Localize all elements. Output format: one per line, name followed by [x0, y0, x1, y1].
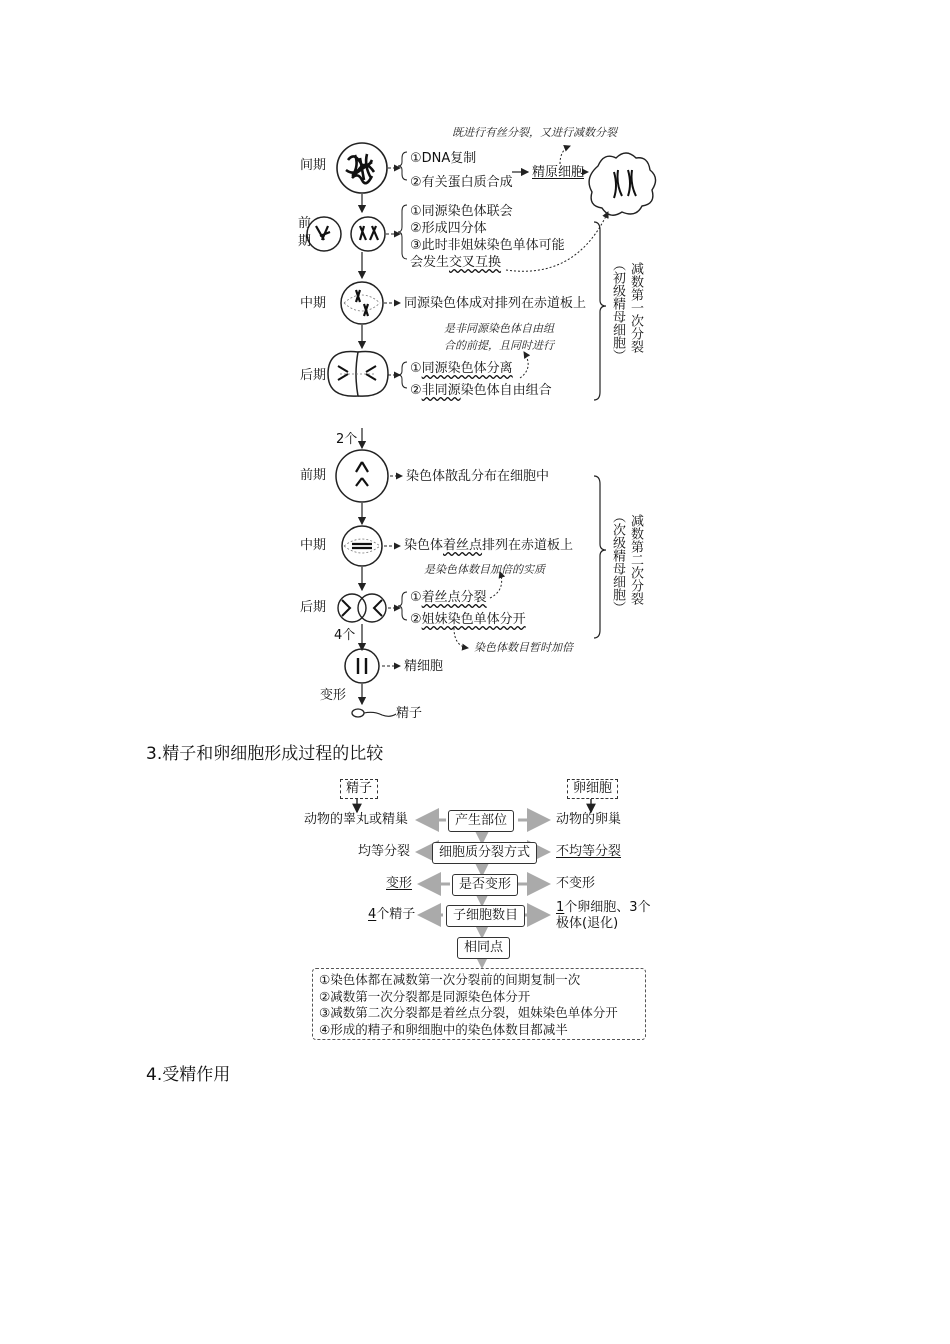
metaphase2-cell	[342, 526, 382, 566]
row-transform-right: 不变形	[556, 876, 596, 891]
prophase1-item-crossover: ③此时非姐妹染色单体可能	[410, 238, 565, 253]
stage-anaphase1-label: 后期	[300, 368, 327, 383]
egg-top-box: 卵细胞	[567, 779, 618, 799]
stage-anaphase2-label: 后期	[300, 600, 327, 615]
prophase2-cell	[336, 450, 388, 502]
spermatogonium-label: 精原细胞	[532, 165, 585, 180]
stage-metaphase1-label: 中期	[300, 296, 327, 311]
anaphase2-cell	[338, 594, 386, 622]
meiosis2-brace-label: 减数第二次分裂	[628, 514, 643, 605]
meiosis1-brace-label: 减数第一次分裂	[628, 262, 643, 353]
note-anaphase2: 染色体数目暂时加倍	[474, 641, 573, 654]
prophase1-item-synapsis: ①同源染色体联会	[410, 204, 513, 219]
anaphase1-cell	[328, 351, 388, 396]
meiosis1-brace-sublabel: （初级精母细胞）	[610, 258, 625, 362]
meiosis2-brace-sublabel: （次级精母细胞）	[610, 510, 625, 614]
metaphase1-cell	[341, 282, 383, 324]
same-point-item: ②减数第一次分裂都是同源染色体分开	[319, 988, 531, 1004]
row-count-right-line2: 极体(退化)	[556, 916, 619, 931]
note-anaphase1-line2: 合的前提，且同时进行	[444, 339, 554, 352]
row-count-left: 4个精子	[368, 907, 416, 922]
spermatid-cell	[345, 649, 379, 683]
section4-heading: 4.受精作用	[146, 1065, 231, 1085]
row-count-center-box: 子细胞数目	[446, 905, 525, 927]
spermatogonium-cell	[589, 153, 655, 215]
row-division-left: 均等分裂	[358, 844, 411, 859]
count-two-label: 2个	[336, 432, 358, 447]
interphase-cell	[337, 143, 387, 193]
interphase-item-protein: ②有关蛋白质合成	[410, 175, 513, 190]
note-mitosis-meiosis: 既进行有丝分裂，又进行减数分裂	[452, 126, 617, 139]
sperm-shape	[352, 709, 396, 717]
same-point-item: ①染色体都在减数第一次分裂前的间期复制一次	[319, 972, 581, 987]
note-anaphase1-line1: 是非同源染色体自由组	[444, 322, 554, 335]
same-point-item: ③减数第二次分裂都是着丝点分裂，姐妹染色单体分开	[319, 1005, 618, 1020]
stage-prophase1-label-b: 期	[298, 234, 312, 249]
section3-heading: 3.精子和卵细胞形成过程的比较	[146, 744, 384, 764]
anaphase1-item-separation: ①同源染色体分离	[410, 361, 513, 376]
stage-prophase2-label: 前期	[300, 468, 327, 483]
stage-interphase-label: 间期	[300, 158, 327, 173]
row-transform-left: 变形	[386, 876, 413, 891]
row-location-left: 动物的睾丸或精巢	[304, 812, 409, 827]
prophase1-item-crossover-cont: 会发生交叉互换	[410, 255, 502, 270]
metaphase1-text: 同源染色体成对排列在赤道板上	[404, 296, 587, 311]
sperm-label: 精子	[396, 706, 423, 721]
spermatid-label: 精细胞	[404, 659, 444, 674]
prophase-cell-early	[307, 217, 341, 251]
row-division-right: 不均等分裂	[556, 844, 622, 859]
sperm-top-box: 精子	[340, 779, 378, 799]
row-transform-center-box: 是否变形	[452, 874, 518, 896]
row-location-center-box: 产生部位	[448, 810, 514, 832]
prophase-cell-late	[351, 217, 385, 251]
row-location-right: 动物的卵巢	[556, 812, 622, 827]
same-point-item: ④形成的精子和卵细胞中的染色体数目都减半	[319, 1021, 568, 1037]
row-count-right-line1: 1个卵细胞、3个	[556, 900, 651, 915]
metaphase2-text: 染色体着丝点排列在赤道板上	[404, 538, 574, 553]
row-division-center-box: 细胞质分裂方式	[432, 842, 537, 864]
count-four-label: 4个	[334, 628, 356, 643]
anaphase2-item-centromere: ①着丝点分裂	[410, 590, 487, 605]
prophase2-text: 染色体散乱分布在细胞中	[406, 469, 550, 484]
transform-label: 变形	[320, 688, 347, 703]
anaphase2-item-sister: ②姐妹染色单体分开	[410, 612, 526, 627]
prophase1-item-tetrad: ②形成四分体	[410, 221, 487, 236]
stage-metaphase2-label: 中期	[300, 538, 327, 553]
anaphase1-item-free-combination: ②非同源染色体自由组合	[410, 383, 552, 398]
stage-prophase1-label-a: 前	[298, 216, 312, 231]
interphase-item-dna: ①DNA复制	[410, 151, 477, 166]
same-points-box: 相同点	[457, 937, 510, 959]
note-metaphase2: 是染色体数目加倍的实质	[424, 563, 545, 576]
same-points-list	[312, 968, 646, 1040]
